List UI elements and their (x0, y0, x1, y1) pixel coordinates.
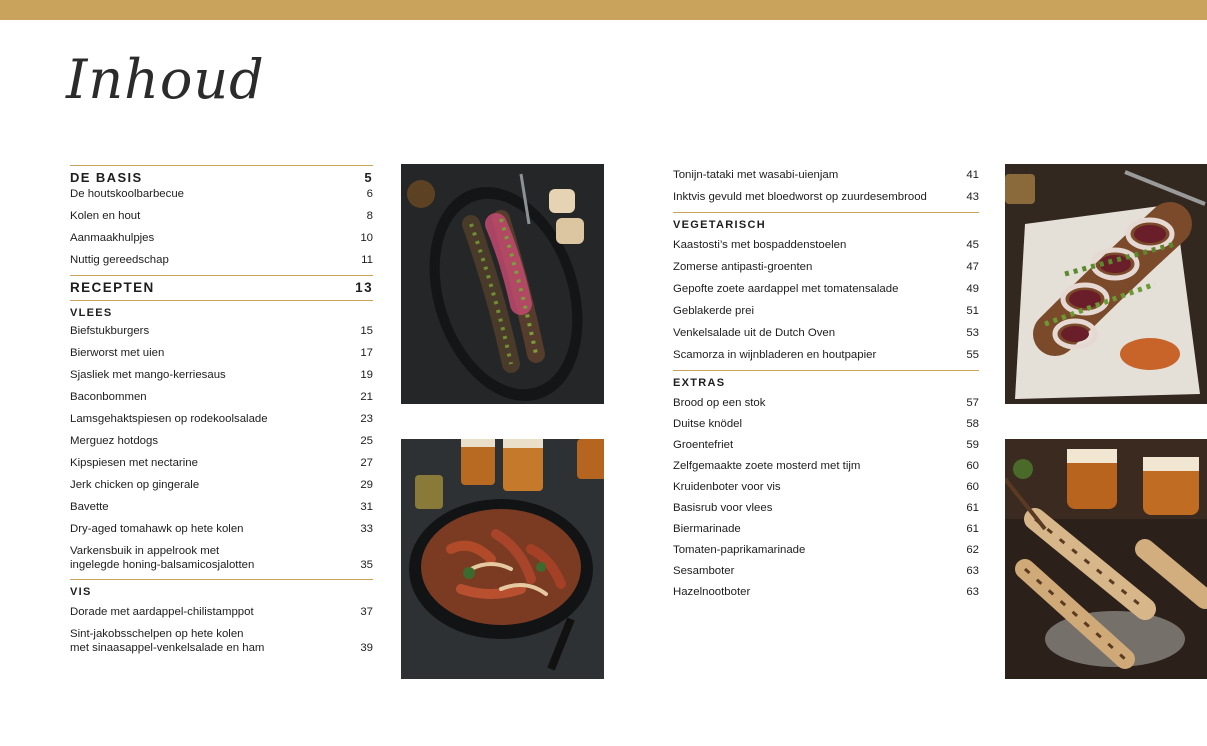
toc-entry-page: 11 (361, 254, 373, 266)
toc-entry-page: 21 (360, 391, 373, 403)
divider (673, 370, 979, 371)
toc-entry-title: Hazelnootboter (673, 586, 751, 598)
toc-entry-page: 37 (360, 606, 373, 618)
toc-entry-title: Tomaten-paprikamarinade (673, 544, 806, 556)
toc-entry[interactable] (70, 627, 373, 655)
subsection-heading-vegetarisch: VEGETARISCH (673, 219, 766, 231)
toc-entry[interactable] (70, 522, 373, 536)
toc-entry[interactable] (673, 326, 979, 340)
toc-entry-title: Kolen en hout (70, 210, 141, 222)
toc-entry-title: Lamsgehaktspiesen op rodekoolsalade (70, 413, 268, 425)
toc-entry-title: Biermarinade (673, 523, 741, 535)
toc-entry-title: Dorade met aardappel-chilistamppot (70, 606, 254, 618)
toc-entry[interactable] (673, 168, 979, 182)
toc-entry-title: Sint-jakobsschelpen op hete kolen met sinaasappel-venkelsalade en ham (70, 628, 265, 654)
toc-entry[interactable] (70, 456, 373, 470)
toc-entry[interactable] (673, 304, 979, 318)
photo-stuffed-squid-on-bread (1005, 164, 1207, 404)
toc-entry-title: Bierworst met uien (70, 347, 165, 359)
toc-entry-title: Baconbommen (70, 391, 147, 403)
toc-entry-title: Tonijn-tataki met wasabi-uienjam (673, 169, 839, 181)
toc-entry-page: 23 (360, 413, 373, 425)
toc-entry-page: 33 (360, 523, 373, 535)
subsection-heading-vlees: VLEES (70, 307, 113, 319)
toc-entry-title: Scamorza in wijnbladeren en houtpapier (673, 349, 877, 361)
toc-entry[interactable] (70, 434, 373, 448)
toc-entry-page: 39 (360, 642, 373, 654)
toc-entry-page: 31 (360, 501, 373, 513)
toc-entry[interactable] (673, 480, 979, 494)
toc-entry-page: 25 (360, 435, 373, 447)
subsection-heading-extras: EXTRAS (673, 377, 726, 389)
toc-entry[interactable] (70, 253, 373, 267)
toc-entry-page: 15 (360, 325, 373, 337)
toc-entry-title: Dry-aged tomahawk op hete kolen (70, 523, 244, 535)
toc-column-left (70, 165, 373, 655)
toc-entry-title: Merguez hotdogs (70, 435, 159, 447)
toc-entry-title: Venkelsalade uit de Dutch Oven (673, 327, 836, 339)
toc-entry-page: 17 (360, 347, 373, 359)
section-heading-recepten: RECEPTEN 13 (70, 280, 373, 295)
photo-sausages-with-onions (401, 439, 604, 679)
toc-entry-page: 29 (360, 479, 373, 491)
toc-entry[interactable] (70, 500, 373, 514)
toc-entry-page: 58 (966, 418, 979, 430)
toc-entry-page: 57 (966, 397, 979, 409)
toc-entry[interactable] (70, 412, 373, 426)
toc-entry-page: 62 (966, 544, 979, 556)
toc-entry-title: Biefstukburgers (70, 325, 150, 337)
divider (70, 579, 373, 580)
toc-entry-title: Duitse knödel (673, 418, 743, 430)
photo-grilled-meat-skewers (401, 164, 604, 404)
toc-entry[interactable] (673, 501, 979, 515)
toc-entry[interactable] (70, 346, 373, 360)
toc-entry[interactable] (70, 187, 373, 201)
toc-entry-page: 35 (360, 559, 373, 571)
toc-entry-title: Geblakerde prei (673, 305, 755, 317)
toc-column-right (673, 168, 979, 599)
toc-entry-page: 59 (966, 439, 979, 451)
toc-entry-title: Nuttig gereedschap (70, 254, 169, 266)
toc-entry[interactable] (673, 585, 979, 599)
photo-bread-on-a-stick (1005, 439, 1207, 679)
toc-entry[interactable] (70, 605, 373, 619)
page-title: Inhoud (66, 48, 265, 111)
toc-entry-page: 53 (966, 327, 979, 339)
toc-entry-title: Varkensbuik in appelrook met ingelegde honing-balsamicosjalotten (70, 545, 255, 571)
toc-entry-page: 8 (366, 210, 373, 222)
toc-entry-page: 27 (360, 457, 373, 469)
toc-entry[interactable] (70, 231, 373, 245)
toc-entry-title: Inktvis gevuld met bloedworst op zuurdesembrood (673, 191, 927, 203)
toc-entry-page: 10 (360, 232, 373, 244)
toc-entry-page: 19 (360, 369, 373, 381)
toc-entry[interactable] (673, 260, 979, 274)
divider (673, 212, 979, 213)
toc-entry-title: Zomerse antipasti-groenten (673, 261, 813, 273)
toc-entry-title: Brood op een stok (673, 397, 766, 409)
toc-entry-title: Gepofte zoete aardappel met tomatensalade (673, 283, 899, 295)
toc-entry-page: 55 (966, 349, 979, 361)
toc-entry[interactable] (70, 390, 373, 404)
toc-entry-page: 61 (966, 523, 979, 535)
toc-entry-title: Kaastosti’s met bospaddenstoelen (673, 239, 847, 251)
toc-entry[interactable] (673, 348, 979, 362)
toc-entry[interactable] (70, 209, 373, 223)
toc-entry-title: Sjasliek met mango-kerriesaus (70, 369, 226, 381)
toc-entry-page: 49 (966, 283, 979, 295)
toc-entry-title: Zelfgemaakte zoete mosterd met tijm (673, 460, 861, 472)
toc-entry-title: Kipspiesen met nectarine (70, 457, 198, 469)
toc-entry-page: 63 (966, 586, 979, 598)
toc-entry-page: 45 (966, 239, 979, 251)
toc-entry[interactable] (673, 282, 979, 296)
toc-entry[interactable] (673, 564, 979, 578)
toc-entry[interactable] (673, 396, 979, 410)
toc-entry[interactable] (673, 438, 979, 452)
subsection-heading-vis: VIS (70, 586, 92, 598)
section-heading-basis: DE BASIS 5 (70, 170, 373, 185)
toc-entry-page: 47 (966, 261, 979, 273)
toc-entry[interactable] (673, 543, 979, 557)
toc-entry-page: 43 (966, 191, 979, 203)
toc-entry-title: Kruidenboter voor vis (673, 481, 781, 493)
toc-entry-title: Groentefriet (673, 439, 734, 451)
toc-entry-page: 63 (966, 565, 979, 577)
toc-entry-title: Basisrub voor vlees (673, 502, 773, 514)
toc-entry-title: Sesamboter (673, 565, 735, 577)
toc-entry-title: Jerk chicken op gingerale (70, 479, 200, 491)
divider (70, 300, 373, 301)
toc-entry[interactable] (673, 238, 979, 252)
toc-entry-title: De houtskoolbarbecue (70, 188, 184, 200)
top-accent-bar (0, 0, 1207, 20)
toc-entry[interactable] (673, 190, 979, 204)
toc-entry-page: 60 (966, 460, 979, 472)
toc-entry-title: Bavette (70, 501, 109, 513)
toc-entry[interactable] (70, 478, 373, 492)
toc-entry[interactable] (70, 544, 373, 572)
toc-entry[interactable] (70, 324, 373, 338)
toc-entry-page: 41 (966, 169, 979, 181)
toc-entry[interactable] (673, 417, 979, 431)
toc-entry-page: 61 (966, 502, 979, 514)
toc-entry-page: 6 (366, 188, 373, 200)
toc-entry[interactable] (70, 368, 373, 382)
toc-entry[interactable] (673, 522, 979, 536)
toc-entry-page: 51 (966, 305, 979, 317)
toc-entry-title: Aanmaakhulpjes (70, 232, 155, 244)
toc-entry-page: 60 (966, 481, 979, 493)
toc-entry[interactable] (673, 459, 979, 473)
